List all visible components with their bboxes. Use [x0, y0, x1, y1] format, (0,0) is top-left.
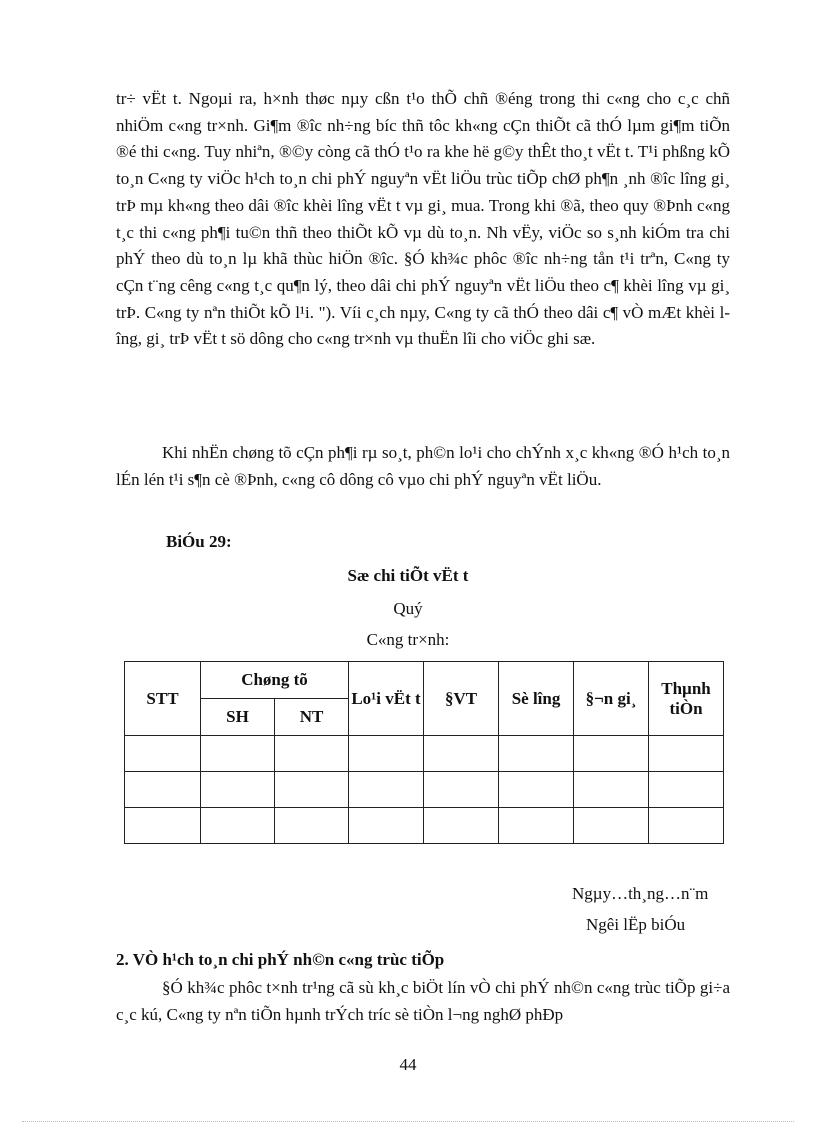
table-cell: [201, 736, 275, 772]
table-cell: [424, 808, 499, 844]
table-cell: [125, 808, 201, 844]
table-cell: [275, 808, 349, 844]
page-number: 44: [399, 1055, 417, 1074]
table-cell: [349, 808, 424, 844]
header-loai-vat-tu: Lo¹i vËt t: [349, 662, 424, 736]
ledger-quarter: Quý: [393, 599, 423, 618]
ledger-title: Sæ chi tiÕt vËt t: [347, 566, 469, 585]
table-cell: [649, 772, 724, 808]
table-cell: [424, 736, 499, 772]
table-cell: [499, 736, 574, 772]
header-chung-tu: Chøng tõ: [201, 662, 349, 699]
table-cell: [649, 736, 724, 772]
table-cell: [201, 808, 275, 844]
table-cell: [349, 772, 424, 808]
paragraph-document-review: Khi nhËn chøng tõ cÇn ph¶i rµ so¸t, ph©n lo¹i cho chÝnh x¸c kh«ng ®Ó h¹ch to¸n lÉn lén t¹i s¶n cè ®Þnh, c«ng cô dông cô vµo chi phÝ nguyªn vËt liÖu.: [116, 443, 730, 489]
header-so-luong: Sè lîng: [499, 662, 574, 736]
table-cell: [125, 772, 201, 808]
header-don-gia: §¬n gi¸: [574, 662, 649, 736]
header-stt: STT: [125, 662, 201, 736]
paragraph-material-cost: tr÷ vËt t. Ngoµi ra, h×nh thøc nµy cßn t¹o thÕ chñ ®éng trong thi c«ng cho c¸c chñ nhiÖm c«ng tr×nh. Gi¶m ®îc nh÷ng bíc thñ tôc kh«ng cÇn thiÕt cã thÓ lµm gi¶m tiÕn ®é thi c«ng. Tuy nhiªn, ®©y còng cã thÓ t¹o ra khe hë g©y thÊt tho¸t vËt t. T¹i phßng kÕ to¸n C«ng ty viÖc h¹ch to¸n chi phÝ nguyªn vËt liÖu trùc tiÕp chØ ph¶n ¸nh ®îc lîng gi¸ trÞ mµ kh«ng theo dâi ®îc khèi lîng vËt t vµ gi¸ mua. Trong khi ®ã, theo quy ®Þnh c«ng t¸c thi c«ng ph¶i tu©n thñ theo thiÕt kÕ vµ dù to¸n. Nh vËy, viÖc so s¸nh kiÓm tra chi phÝ theo dù to¸n lµ khã thùc hiÖn ®îc. §Ó kh¾c phôc ®îc nh÷ng tån t¹i trªn, C«ng ty cÇn t¨ng cêng c«ng t¸c qu¶n lý, theo dâi chi phÝ nguyªn vËt liÖu theo c¶ khèi lîng vµ gi¸ trÞ. C«ng ty nªn thiÕt kÕ l¹i. "). Víi c¸ch nµy, C«ng ty cã thÓ theo dâi c¶ vÒ mÆt khèi lîng, gi¸ trÞ vËt t sö dông cho c«ng tr×nh vµ thuËn lîi cho viÖc ghi sæ.: [116, 89, 730, 349]
header-nt: NT: [275, 699, 349, 736]
ledger-project: C«ng tr×nh:: [366, 630, 450, 649]
table-cell: [574, 808, 649, 844]
table-cell: [574, 772, 649, 808]
table-cell: [499, 808, 574, 844]
table-cell: [574, 736, 649, 772]
signature-date-line: Ngµy…th¸ng…n¨m: [572, 884, 709, 903]
header-dvt: §VT: [424, 662, 499, 736]
table-cell: [275, 736, 349, 772]
table-cell: [499, 772, 574, 808]
page-divider: [22, 1121, 794, 1122]
table-cell: [201, 772, 275, 808]
table-row: [125, 808, 724, 844]
table-row: [125, 736, 724, 772]
table-cell: [275, 772, 349, 808]
header-sh: SH: [201, 699, 275, 736]
material-ledger-table: [124, 661, 724, 844]
table-cell: [349, 736, 424, 772]
paragraph-labor-cost: §Ó kh¾c phôc t×nh tr¹ng cã sù kh¸c biÖt lín vÒ chi phÝ nh©n c«ng trùc tiÕp gi÷a c¸c kú, C«ng ty nªn tiÕn hµnh trÝch tríc sè tiÒn l¬ng nghØ phÐp: [116, 978, 730, 1024]
table-cell: [649, 808, 724, 844]
header-thanh-tien: Thµnh tiÒn: [649, 662, 724, 736]
table-cell: [424, 772, 499, 808]
form-label: BiÓu 29:: [166, 532, 232, 551]
table-row: [125, 772, 724, 808]
signature-preparer: Ngêi lËp biÓu: [586, 915, 686, 934]
section-heading: 2. VÒ h¹ch to¸n chi phÝ nh©n c«ng trùc tiÕp: [116, 950, 445, 969]
table-cell: [125, 736, 201, 772]
